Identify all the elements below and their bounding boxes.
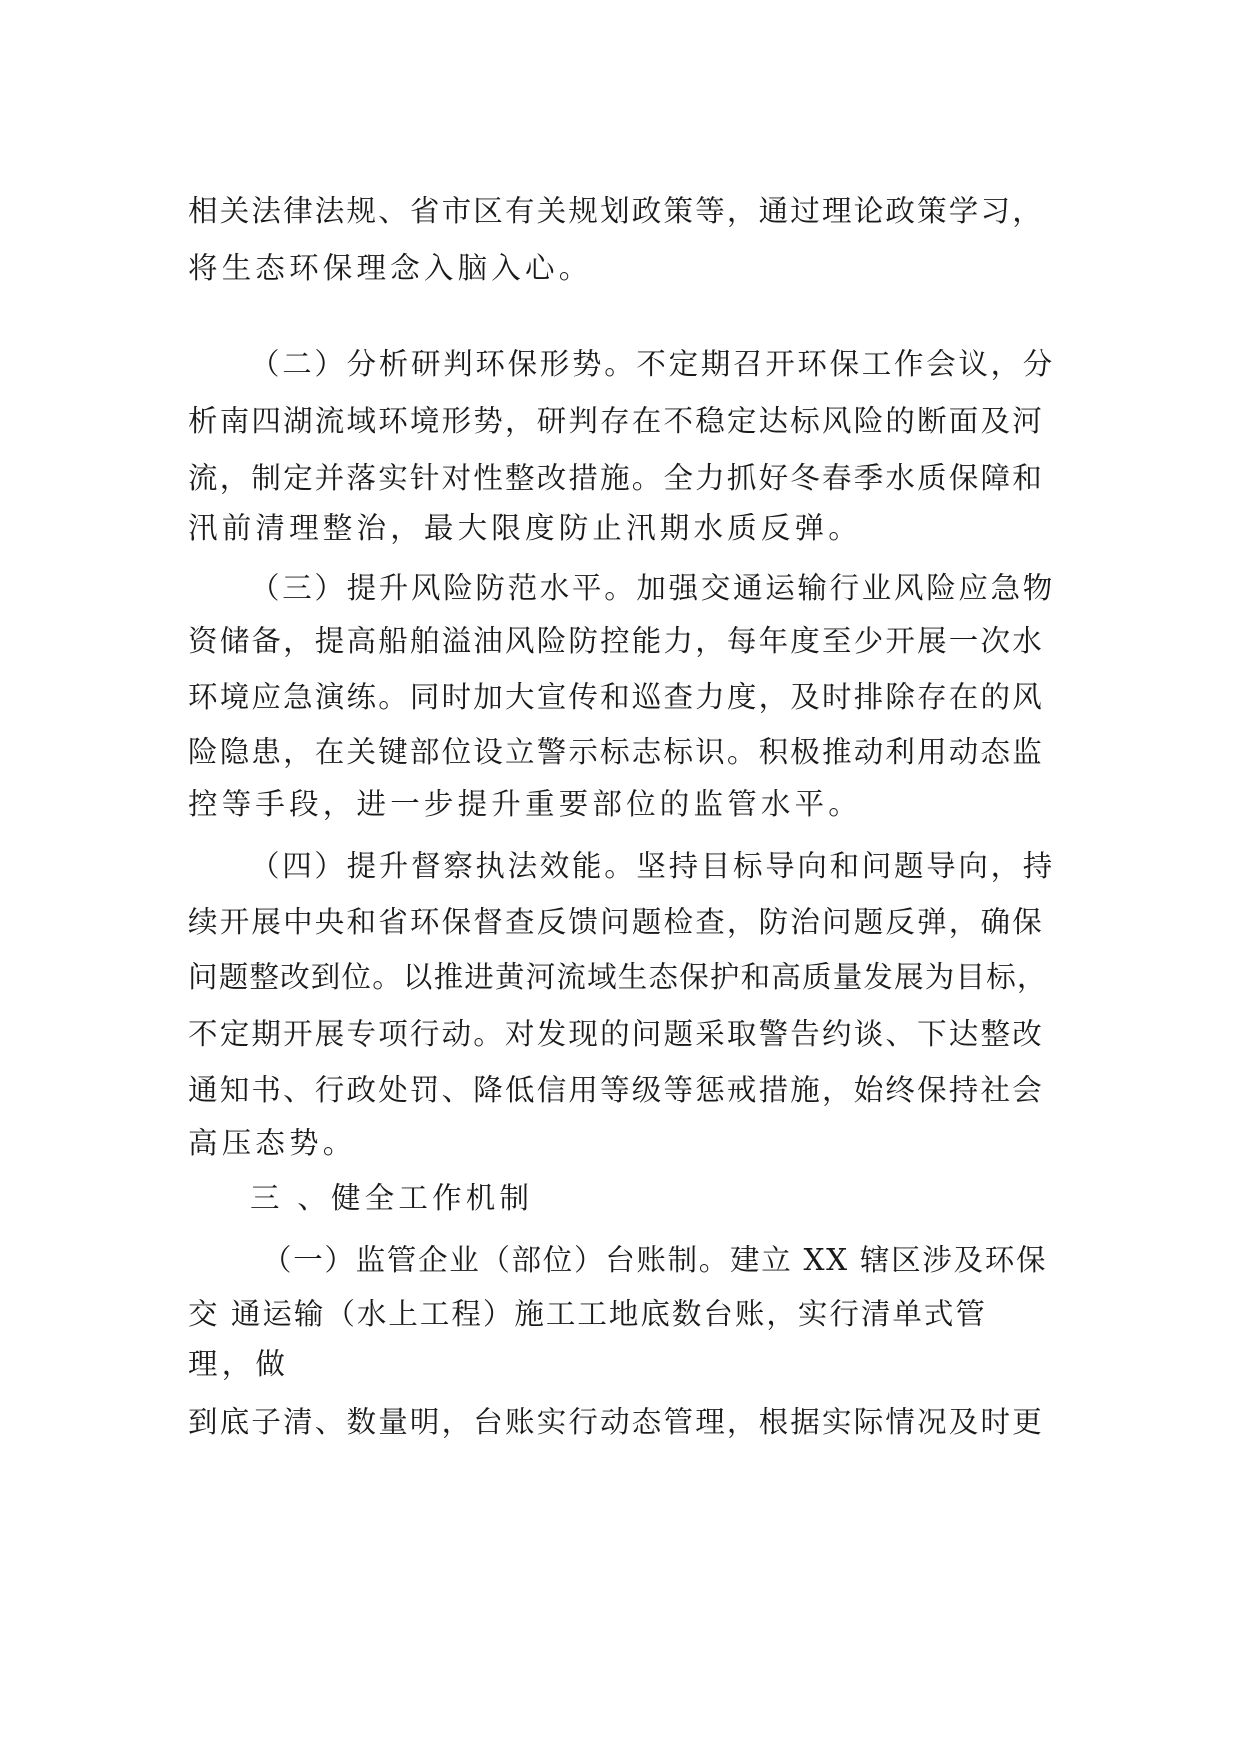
text-line: 将生态环保理念入脑入心。 xyxy=(188,251,593,285)
text-line: 汛前清理整治，最大限度防止汛期水质反弹。 xyxy=(188,511,863,545)
text-line: 险隐患，在关键部位设立警示标志标识。积极推动利用动态监 xyxy=(188,735,1044,769)
text-line: 问题整改到位。以推进黄河流域生态保护和高质量发展为目标， xyxy=(188,960,1048,994)
text-line: 到底子清、数量明，台账实行动态管理，根据实际情况及时更 xyxy=(188,1405,1044,1439)
paragraph-heading-4: （四）提升督察执法效能。坚持目标导向和问题导向，持 xyxy=(250,849,1056,883)
text-line: 理，做 xyxy=(188,1347,290,1381)
text-line: 资储备，提高船舶溢油风险防控能力，每年度至少开展一次水 xyxy=(188,624,1044,658)
text-line: 相关法律法规、省市区有关规划政策等，通过理论政策学习， xyxy=(188,194,1044,228)
paragraph-heading-3: （三）提升风险防范水平。加强交通运输行业风险应急物 xyxy=(250,571,1056,605)
text-line: 环境应急演练。同时加大宣传和巡查力度，及时排除存在的风 xyxy=(188,680,1044,714)
text-line: 控等手段，进一步提升重要部位的监管水平。 xyxy=(188,787,863,821)
paragraph-heading-1: （一）监管企业（部位）台账制。建立 XX 辖区涉及环保 xyxy=(262,1243,1048,1277)
text-line: 通知书、行政处罚、降低信用等级等惩戒措施，始终保持社会 xyxy=(188,1073,1044,1107)
text-line: 续开展中央和省环保督查反馈问题检查，防治问题反弹，确保 xyxy=(188,905,1044,939)
text-line: 交 通运输（水上工程）施工工地底数台账，实行清单式管 xyxy=(188,1297,987,1331)
section-heading: 三 、健全工作机制 xyxy=(250,1181,534,1215)
text-line: 析南四湖流域环境形势，研判存在不稳定达标风险的断面及河 xyxy=(188,404,1044,438)
text-line: 流，制定并落实针对性整改措施。全力抓好冬春季水质保障和 xyxy=(188,461,1044,495)
paragraph-heading-2: （二）分析研判环保形势。不定期召开环保工作会议，分 xyxy=(250,347,1056,381)
text-line: 不定期开展专项行动。对发现的问题采取警告约谈、下达整改 xyxy=(188,1017,1044,1051)
text-line: 高压态势。 xyxy=(188,1126,357,1160)
